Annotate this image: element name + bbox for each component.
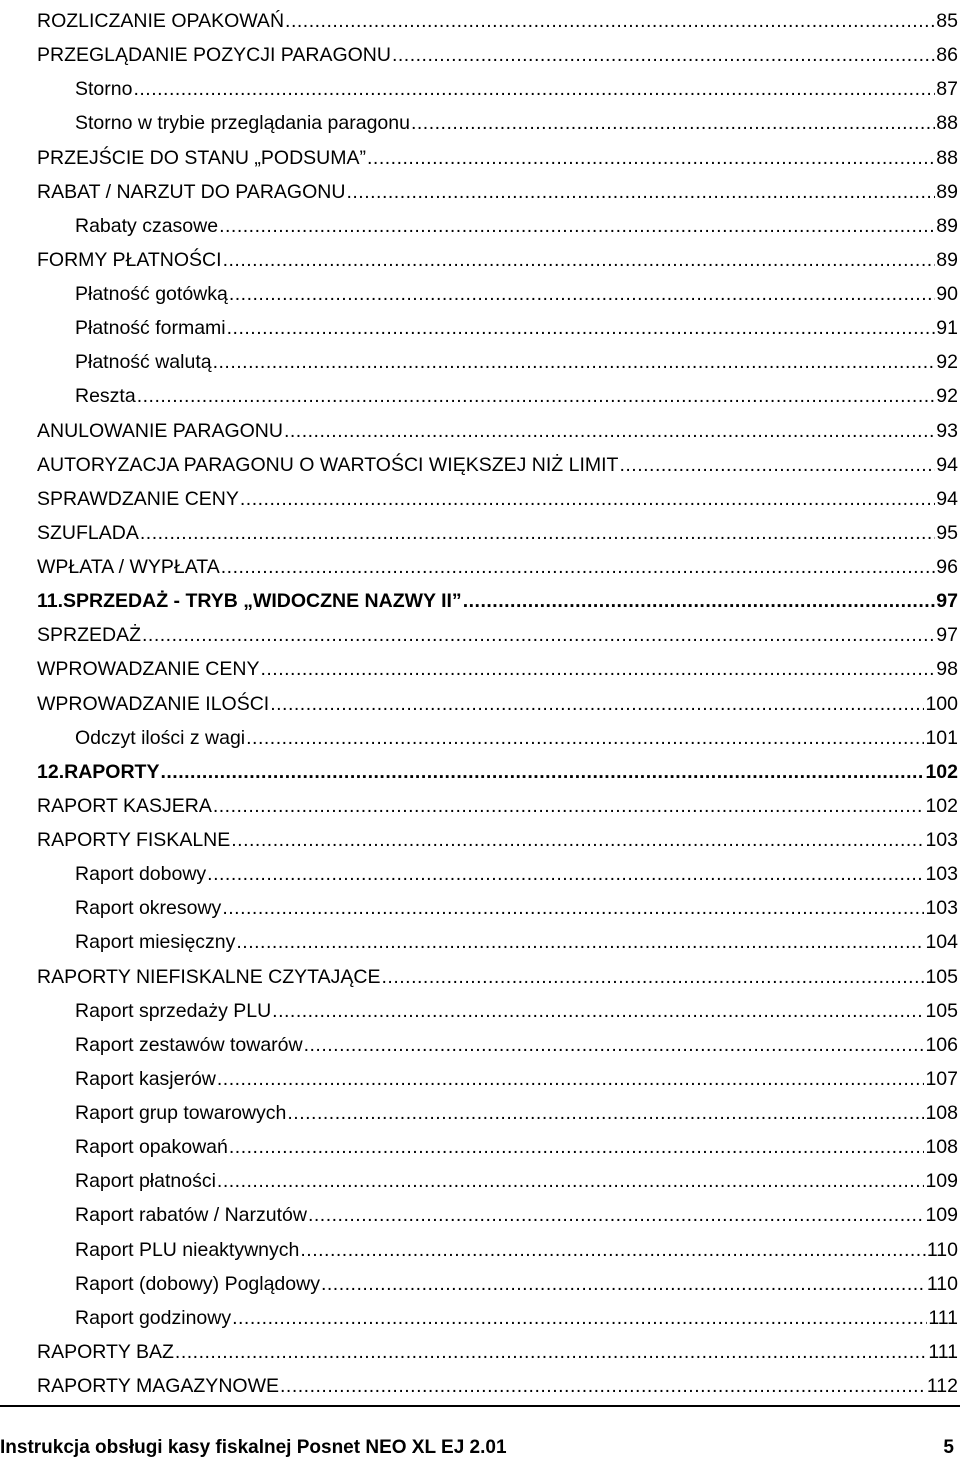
toc-entry[interactable] — [37, 1335, 958, 1369]
toc-entry-page-number: 102 — [925, 760, 958, 783]
toc-entry-page-number: 95 — [936, 521, 958, 544]
toc-entry-page-number: 92 — [936, 351, 958, 374]
toc-entry-label: Raport sprzedaży PLU — [75, 999, 272, 1022]
toc-entry-label: Raport dobowy — [75, 863, 207, 886]
toc-entry-page-number: 94 — [936, 453, 958, 476]
toc-entry[interactable] — [37, 1130, 958, 1164]
toc-dot-leader — [392, 38, 935, 72]
toc-entry-label: Raport rabatów / Narzutów — [75, 1204, 307, 1227]
toc-entry-label: Płatność gotówką — [75, 283, 228, 305]
toc-entry-label: Storno w trybie przeglądania paragonu — [75, 112, 410, 135]
toc-dot-leader — [217, 1164, 925, 1198]
toc-entry[interactable] — [37, 414, 958, 448]
toc-entry-label: Raport (dobowy) Poglądowy — [75, 1272, 320, 1295]
toc-dot-leader — [217, 1062, 925, 1096]
page-footer — [0, 1405, 960, 1468]
toc-entry[interactable] — [37, 960, 958, 994]
toc-entry[interactable] — [37, 175, 958, 209]
toc-dot-leader — [160, 755, 924, 789]
toc-entry[interactable] — [37, 243, 958, 277]
toc-entry[interactable] — [37, 311, 958, 345]
toc-dot-leader — [222, 891, 924, 925]
toc-entry-label: Reszta — [75, 385, 136, 408]
toc-dot-leader — [382, 960, 925, 994]
toc-entry-label: FORMY PŁATNOŚCI — [37, 248, 222, 271]
toc-dot-leader — [270, 687, 924, 721]
footer-title: Instrukcja obsługi kasy fiskalnej Posnet NEO XL EJ 2.01 — [0, 1437, 507, 1458]
toc-dot-leader — [221, 550, 936, 584]
toc-dot-leader — [137, 379, 936, 413]
toc-entry-label: RAPORT KASJERA — [37, 794, 212, 817]
toc-dot-leader — [300, 1233, 926, 1267]
toc-entry-label: RABAT / NARZUT DO PARAGONU — [37, 180, 346, 203]
footer-page-number: 5 — [943, 1437, 954, 1458]
toc-entry[interactable] — [37, 482, 958, 516]
toc-entry[interactable] — [37, 1028, 958, 1062]
toc-entry-label: Płatność formami — [75, 317, 226, 340]
toc-entry-label: Raport grup towarowych — [75, 1102, 287, 1124]
toc-entry[interactable] — [37, 789, 958, 823]
toc-entry-page-number: 89 — [936, 180, 958, 203]
toc-entry[interactable] — [37, 891, 958, 925]
toc-entry[interactable] — [37, 141, 958, 175]
toc-dot-leader — [619, 448, 935, 482]
toc-entry[interactable] — [37, 1062, 958, 1096]
toc-entry-page-number: 97 — [936, 590, 958, 613]
toc-entry-page-number: 108 — [925, 1136, 958, 1159]
toc-dot-leader — [219, 209, 935, 243]
toc-dot-leader — [231, 823, 924, 857]
toc-entry-label: WPROWADZANIE ILOŚCI — [37, 692, 270, 715]
toc-entry-page-number: 110 — [926, 1272, 958, 1295]
toc-entry-label: Raport płatności — [75, 1170, 216, 1193]
toc-entry-page-number: 87 — [936, 78, 958, 101]
toc-entry-page-number: 96 — [936, 556, 958, 578]
toc-entry-page-number: 86 — [936, 44, 958, 67]
toc-entry-page-number: 106 — [925, 1033, 958, 1056]
toc-dot-leader — [463, 584, 936, 618]
toc-entry-page-number: 85 — [936, 10, 958, 32]
toc-entry-page-number: 110 — [926, 1238, 958, 1261]
toc-entry[interactable] — [37, 4, 958, 38]
toc-entry[interactable] — [37, 721, 958, 755]
toc-dot-leader — [229, 277, 935, 311]
toc-entry-page-number: 90 — [936, 283, 958, 305]
toc-dot-leader — [246, 721, 924, 755]
toc-entry[interactable] — [37, 687, 958, 721]
toc-entry-label: Odczyt ilości z wagi — [75, 726, 246, 749]
toc-entry-label: RAPORTY BAZ — [37, 1340, 174, 1363]
toc-entry-label: 11.SPRZEDAŻ - TRYB „WIDOCZNE NAZWY II” — [37, 590, 462, 613]
toc-dot-leader — [140, 516, 935, 550]
toc-entry[interactable] — [37, 516, 958, 550]
footer-rule — [0, 1405, 960, 1407]
toc-entry-page-number: 89 — [936, 248, 958, 271]
toc-entry-label: SZUFLADA — [37, 521, 139, 544]
toc-entry-label: PRZEJŚCIE DO STANU „PODSUMA” — [37, 146, 366, 169]
toc-dot-leader — [175, 1335, 927, 1369]
toc-entry-page-number: 102 — [925, 794, 958, 817]
toc-dot-leader — [284, 414, 935, 448]
toc-entry-page-number: 101 — [925, 726, 958, 749]
toc-entry[interactable] — [37, 618, 958, 652]
toc-entry-page-number: 92 — [936, 385, 958, 408]
toc-entry-label: Storno — [75, 78, 133, 101]
toc-entry-label: Raport PLU nieaktywnych — [75, 1238, 300, 1261]
toc-dot-leader — [229, 1130, 925, 1164]
toc-entry-page-number: 103 — [925, 829, 958, 851]
toc-entry-page-number: 112 — [926, 1375, 958, 1397]
toc-dot-leader — [346, 175, 935, 209]
table-of-contents — [37, 4, 958, 1403]
toc-entry-page-number: 103 — [925, 897, 958, 920]
toc-entry[interactable] — [37, 925, 958, 959]
toc-entry-page-number: 94 — [936, 487, 958, 510]
toc-entry-page-number: 103 — [925, 863, 958, 886]
toc-entry-label: WPROWADZANIE CENY — [37, 658, 260, 681]
toc-entry-label: Rabaty czasowe — [75, 214, 219, 237]
toc-entry-page-number: 97 — [936, 624, 958, 647]
toc-entry[interactable] — [37, 379, 958, 413]
toc-entry[interactable] — [37, 823, 958, 857]
toc-entry-page-number: 105 — [925, 965, 958, 988]
toc-entry[interactable] — [37, 345, 958, 379]
toc-entry[interactable] — [37, 1301, 958, 1335]
toc-dot-leader — [287, 1096, 924, 1130]
toc-entry[interactable] — [37, 550, 958, 584]
toc-entry-page-number: 91 — [936, 317, 958, 340]
toc-dot-leader — [142, 618, 935, 652]
toc-entry-page-number: 89 — [936, 214, 958, 237]
toc-entry-page-number: 93 — [936, 419, 958, 442]
toc-dot-leader — [260, 652, 935, 686]
toc-entry[interactable] — [37, 1198, 958, 1232]
toc-entry-label: RAPORTY NIEFISKALNE CZYTAJĄCE — [37, 965, 381, 988]
toc-dot-leader — [367, 141, 935, 175]
toc-entry[interactable] — [37, 106, 958, 140]
toc-entry[interactable] — [37, 277, 958, 311]
toc-entry-page-number: 111 — [928, 1340, 958, 1363]
toc-dot-leader — [213, 345, 936, 379]
toc-entry-page-number: 98 — [936, 658, 958, 681]
toc-entry-page-number: 107 — [925, 1067, 958, 1090]
toc-entry-label: Raport godzinowy — [75, 1306, 232, 1329]
toc-entry[interactable] — [37, 1369, 958, 1403]
toc-dot-leader — [285, 4, 935, 38]
toc-entry-page-number: 105 — [925, 999, 958, 1022]
toc-entry-page-number: 109 — [925, 1170, 958, 1193]
toc-dot-leader — [240, 482, 935, 516]
toc-entry-label: 12.RAPORTY — [37, 760, 160, 783]
toc-entry-page-number: 88 — [936, 146, 958, 169]
toc-dot-leader — [304, 1028, 925, 1062]
toc-dot-leader — [133, 72, 935, 106]
toc-dot-leader — [213, 789, 925, 823]
toc-entry[interactable] — [37, 857, 958, 891]
toc-entry-page-number: 108 — [925, 1102, 958, 1124]
toc-entry[interactable] — [37, 72, 958, 106]
toc-dot-leader — [411, 106, 935, 140]
toc-dot-leader — [236, 925, 924, 959]
toc-entry[interactable] — [37, 1164, 958, 1198]
toc-entry[interactable] — [37, 652, 958, 686]
toc-entry-page-number: 111 — [928, 1306, 958, 1329]
toc-entry-label: ROZLICZANIE OPAKOWAŃ — [37, 10, 285, 32]
toc-dot-leader — [207, 857, 924, 891]
toc-entry-page-number: 104 — [925, 931, 958, 954]
toc-entry[interactable] — [37, 38, 958, 72]
toc-entry-page-number: 109 — [925, 1204, 958, 1227]
toc-entry-label: RAPORTY MAGAZYNOWE — [37, 1375, 279, 1397]
toc-entry[interactable] — [37, 1096, 958, 1130]
toc-entry-label: PRZEGLĄDANIE POZYCJI PARAGONU — [37, 44, 391, 67]
toc-entry-page-number: 100 — [925, 692, 958, 715]
toc-entry-label: SPRZEDAŻ — [37, 624, 142, 647]
toc-entry-label: SPRAWDZANIE CENY — [37, 487, 239, 510]
toc-dot-leader — [227, 311, 936, 345]
toc-entry[interactable] — [37, 755, 958, 789]
toc-entry-label: Raport miesięczny — [75, 931, 236, 954]
toc-entry-label: Raport zestawów towarów — [75, 1033, 303, 1056]
toc-dot-leader — [223, 243, 936, 277]
toc-entry[interactable] — [37, 994, 958, 1028]
toc-dot-leader — [272, 994, 924, 1028]
toc-entry-page-number: 88 — [936, 112, 958, 135]
toc-entry[interactable] — [37, 1267, 958, 1301]
toc-entry-label: ANULOWANIE PARAGONU — [37, 419, 283, 442]
toc-entry[interactable] — [37, 584, 958, 618]
toc-dot-leader — [280, 1369, 926, 1403]
toc-entry-label: AUTORYZACJA PARAGONU O WARTOŚCI WIĘKSZEJ NIŻ LIMIT — [37, 453, 619, 476]
toc-dot-leader — [321, 1267, 926, 1301]
toc-entry-label: Raport opakowań — [75, 1136, 228, 1159]
toc-entry-label: Raport okresowy — [75, 897, 222, 920]
toc-entry-label: Płatność walutą — [75, 351, 212, 374]
toc-entry-label: RAPORTY FISKALNE — [37, 829, 231, 851]
toc-entry[interactable] — [37, 209, 958, 243]
toc-dot-leader — [308, 1198, 925, 1232]
toc-entry[interactable] — [37, 1233, 958, 1267]
toc-entry-label: Raport kasjerów — [75, 1067, 216, 1090]
toc-entry[interactable] — [37, 448, 958, 482]
toc-entry-label: WPŁATA / WYPŁATA — [37, 556, 220, 578]
toc-dot-leader — [232, 1301, 927, 1335]
